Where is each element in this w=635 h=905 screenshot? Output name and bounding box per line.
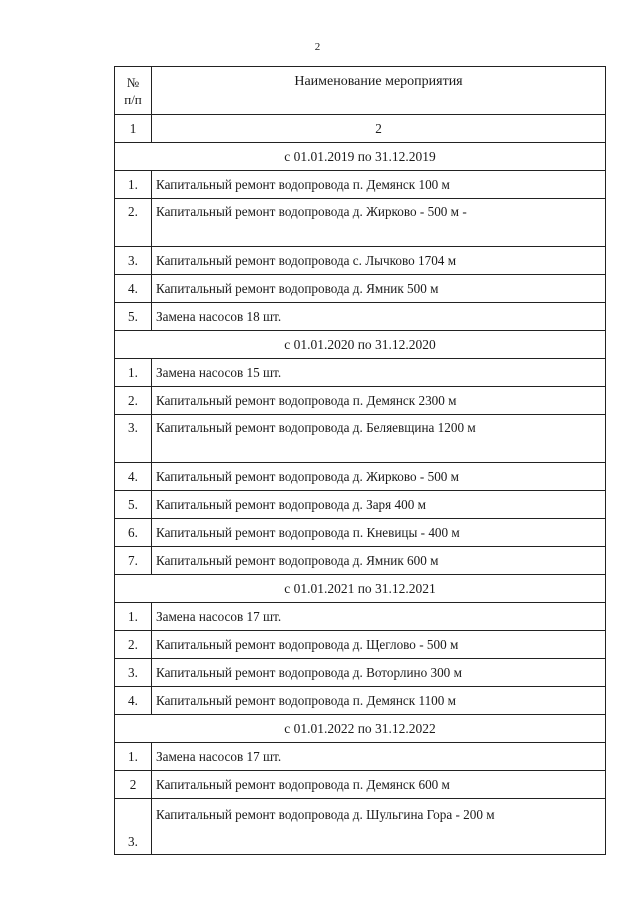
row-number: 1. [115,743,152,771]
row-number: 3. [115,659,152,687]
row-text: Замена насосов 18 шт. [152,303,606,331]
table-row [115,463,606,491]
row-text: Капитальный ремонт водопровода д. Заря 400 м [152,491,606,519]
table-row [115,603,606,631]
table-row [115,743,606,771]
measures-table [114,66,606,855]
table-row [115,275,606,303]
row-text: Капитальный ремонт водопровода д. Ямник 600 м [152,547,606,575]
column-index-2: 2 [152,115,606,143]
row-number: 2. [115,387,152,415]
row-number: 1. [115,603,152,631]
row-text: Капитальный ремонт водопровода п. Кневицы - 400 м [152,519,606,547]
column-index-1: 1 [115,115,152,143]
row-number: 2. [115,631,152,659]
row-number: 3. [115,415,152,463]
table-row [115,547,606,575]
row-number: 7. [115,547,152,575]
row-text: Капитальный ремонт водопровода п. Демянск 2300 м [152,387,606,415]
row-text: Капитальный ремонт водопровода п. Демянск 600 м [152,771,606,799]
table-row [115,631,606,659]
period-row [115,331,606,359]
row-text: Капитальный ремонт водопровода д. Жирково - 500 м [152,463,606,491]
column-index-row [115,115,606,143]
row-text: Капитальный ремонт водопровода д. Щеглово - 500 м [152,631,606,659]
table-row [115,415,606,463]
row-text: Капитальный ремонт водопровода с. Лычково 1704 м [152,247,606,275]
row-number: 4. [115,687,152,715]
row-text: Капитальный ремонт водопровода д. Жирково - 500 м - [152,199,606,247]
row-number: 1. [115,171,152,199]
row-number: 1. [115,359,152,387]
row-number: 2 [115,771,152,799]
row-number: 5. [115,491,152,519]
row-text: Замена насосов 17 шт. [152,743,606,771]
row-text: Замена насосов 15 шт. [152,359,606,387]
row-number: 3. [115,799,152,855]
table-row [115,519,606,547]
row-number: 4. [115,463,152,491]
row-number: 4. [115,275,152,303]
header-number-cell: № п/п [115,67,152,115]
table-row [115,171,606,199]
table-header-row [115,67,606,115]
row-text: Капитальный ремонт водопровода д. Шульгина Гора - 200 м [152,799,606,855]
period-row [115,143,606,171]
row-number: 2. [115,199,152,247]
row-text: Капитальный ремонт водопровода д. Ямник 500 м [152,275,606,303]
period-label: с 01.01.2020 по 31.12.2020 [115,331,606,359]
row-text: Капитальный ремонт водопровода п. Демянск 1100 м [152,687,606,715]
table-row [115,387,606,415]
header-name-cell: Наименование мероприятия [152,67,606,115]
table-row [115,799,606,855]
row-number: 6. [115,519,152,547]
table-row [115,771,606,799]
period-label: с 01.01.2019 по 31.12.2019 [115,143,606,171]
table-row [115,491,606,519]
period-row [115,575,606,603]
table-row [115,687,606,715]
table-row [115,199,606,247]
row-number: 5. [115,303,152,331]
period-row [115,715,606,743]
row-text: Капитальный ремонт водопровода д. Воторлино 300 м [152,659,606,687]
table-row [115,359,606,387]
row-number: 3. [115,247,152,275]
row-text: Замена насосов 17 шт. [152,603,606,631]
table-row [115,303,606,331]
period-label: с 01.01.2021 по 31.12.2021 [115,575,606,603]
table-row [115,659,606,687]
period-label: с 01.01.2022 по 31.12.2022 [115,715,606,743]
table-row [115,247,606,275]
row-text: Капитальный ремонт водопровода п. Демянск 100 м [152,171,606,199]
row-text: Капитальный ремонт водопровода д. Беляевщина 1200 м [152,415,606,463]
page-number: 2 [314,41,321,53]
